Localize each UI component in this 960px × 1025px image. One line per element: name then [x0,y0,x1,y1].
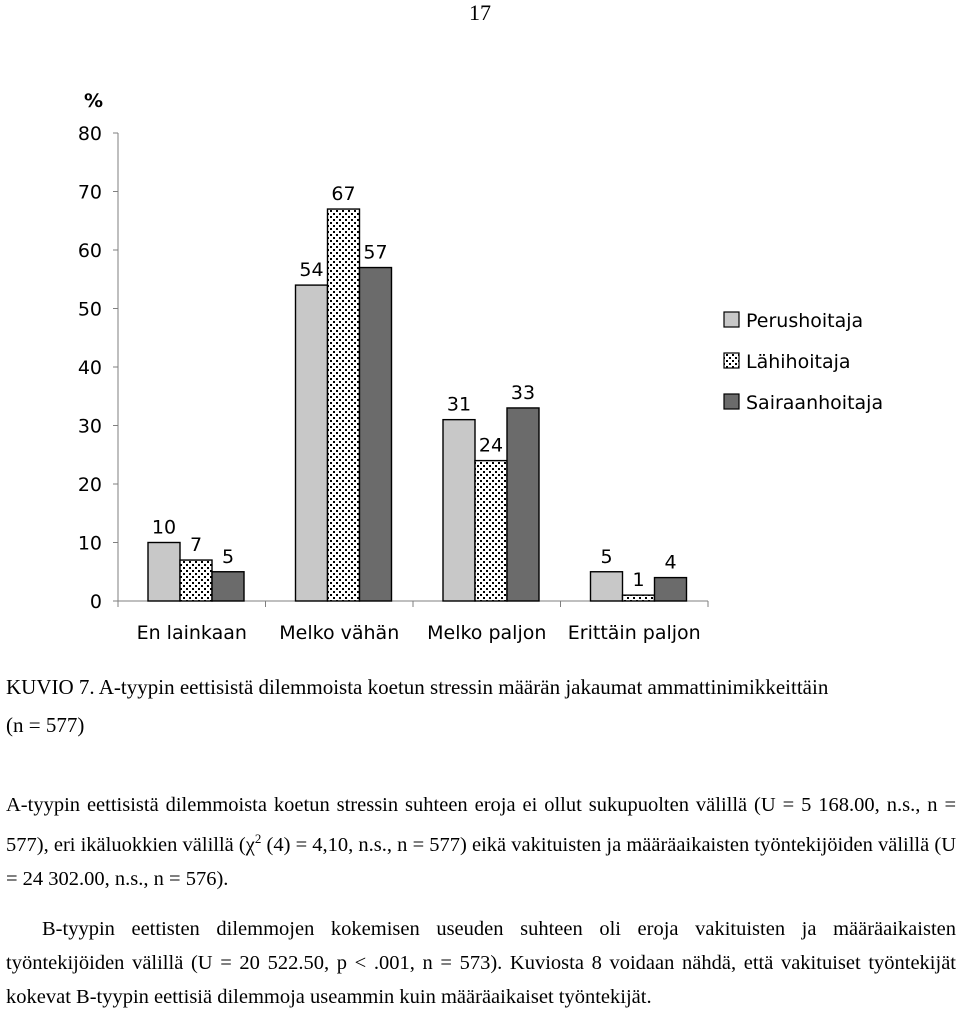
y-tick-label: 40 [77,357,102,379]
y-tick-label: 0 [89,591,102,613]
y-axis-label: % [84,90,104,112]
y-tick-label: 80 [77,123,102,145]
y-tick-label: 60 [77,240,102,262]
y-tick-label: 70 [77,181,102,204]
page-number: 17 [469,0,491,25]
legend-swatch [724,353,739,368]
bar-value-label: 4 [664,551,677,574]
bar-perushoitaja-2 [296,285,328,601]
bar-value-label: 33 [510,381,536,404]
bar-value-label: 10 [151,516,177,539]
y-tick-label: 50 [77,298,102,321]
bar-value-label: 5 [600,545,613,568]
paragraph-1 [6,788,956,896]
x-category-label: Melko paljon [427,622,547,644]
bar-sairaanhoitaja-4 [655,578,687,601]
caption-line-1: KUVIO 7. A-tyypin eettisistä dilemmoista koetun stressin määrän jakaumat ammattinimikkeittäin [6,675,829,699]
chi-superscript: 2 [254,831,262,846]
bar-value-label: 31 [446,393,472,416]
legend-label: Perushoitaja [746,310,864,332]
bar-value-label: 24 [478,434,504,457]
y-tick-label: 30 [77,415,102,438]
chi-symbol: χ [245,833,255,856]
bar-perushoitaja-1 [148,543,180,602]
bar-value-label: 1 [632,569,645,592]
bar-value-label: 5 [221,545,235,568]
y-tick-label: 20 [77,474,102,496]
paragraph-1-text-a: A-tyypin eettisistä dilemmoista koetun stressin suhteen eroja ei ollut sukupuolten välillä (U = 5 168.00, n.s., n = 577), eri ikäluokkien välillä ( [6,794,956,856]
bar-chart [0,60,960,660]
bar-sairaanhoitaja-3 [507,408,539,601]
bar-lähihoitaja-1 [180,560,212,601]
bar-perushoitaja-3 [443,420,475,601]
bar-value-label: 7 [189,534,203,557]
bar-sairaanhoitaja-1 [212,572,244,601]
y-tick-label: 10 [77,532,102,555]
bar-value-label: 57 [363,241,388,264]
legend-swatch [724,312,739,327]
bar-lähihoitaja-4 [623,595,655,601]
bar-sairaanhoitaja-2 [360,268,392,601]
chart-legend [724,310,883,414]
bar-lähihoitaja-2 [328,209,360,601]
bar-value-label: 67 [331,183,356,206]
bar-value-label: 54 [299,259,324,282]
caption-line-2: (n = 577) [6,713,85,737]
bar-lähihoitaja-3 [475,461,507,601]
paragraph-1-text-b: (4) = 4,10, n.s., n = 577) eikä vakituisten ja määräaikaisten työntekijöiden välillä (U = 24 302.00, n.s., n = 576). [6,833,956,890]
paragraph-2: B-tyypin eettisten dilemmojen kokemisen useuden suhteen oli eroja vakituisten ja määräaikaisten työntekijöiden välillä (U = 20 522.50, p < .001, n = 573). Kuviosta 8 voidaan nähdä, että vakituiset työntekijät kokevat B-tyypin eettisiä dilemmoja useammin kuin määräaikaiset työntekijät. [6,918,956,1008]
legend-label: Sairaanhoitaja [746,392,884,414]
x-category-label: Melko vähän [279,622,400,644]
legend-swatch [724,394,739,409]
bar-perushoitaja-4 [591,572,623,601]
figure-caption [6,668,956,744]
x-category-label: En lainkaan [136,622,247,644]
legend-label: Lähihoitaja [746,351,851,373]
x-category-label: Erittäin paljon [567,622,701,644]
